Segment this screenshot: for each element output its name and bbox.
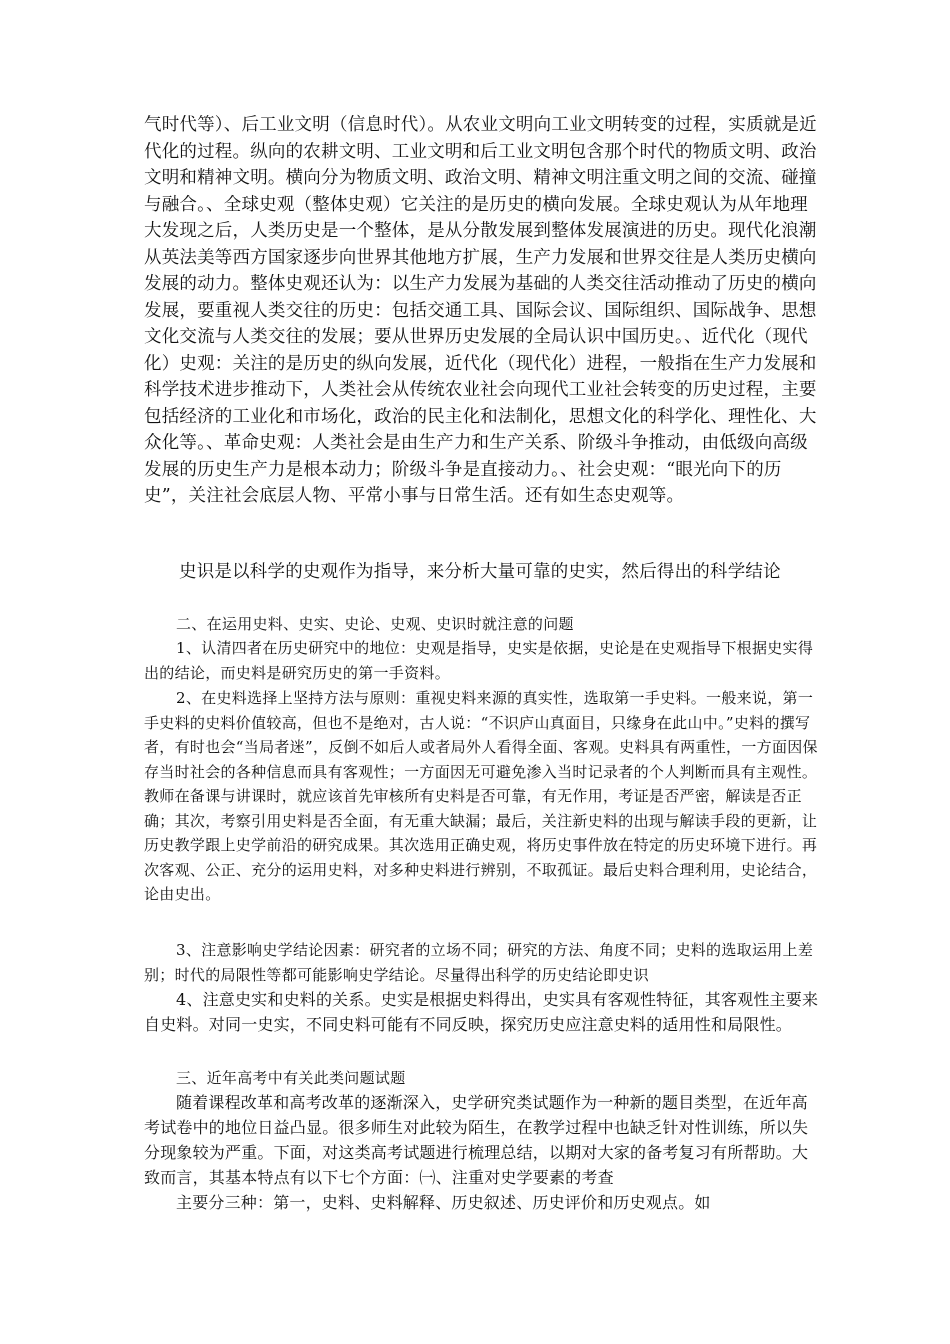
- paragraph-historical-views: 气时代等）、后工业文明（信息时代）。从农业文明向工业文明转变的过程，实质就是近代化的过程。纵向的农耕文明、工业文明和后工业文明包含那个时代的物质文明、政治文明和精神文明。横向分为物质文明、政治文明、精神文明注重文明之间的交流、碰撞与融合。、全球史观（整体史观）它关注的是历史的横向发展。全球史观认为从年地理大发现之后，人类历史是一个整体，是从分散发展到整体发展演进的历史。现代化浪潮从英法美等西方国家逐步向世界其他地方扩展，生产力发展和世界交往是人类历史横向发展的动力。整体史观还认为：以生产力发展为基础的人类交往活动推动了历史的横向发展，要重视人类交往的历史：包括交通工具、国际会议、国际组织、国际战争、思想文化交流与人类交往的发展；要从世界历史发展的全局认识中国历史。、近代化（现代化）史观：关注的是历史的纵向发展，近代化（现代化）进程，一般指在生产力发展和科学技术进步推动下，人类社会从传统农业社会向现代工业社会转变的历史过程，主要包括经济的工业化和市场化，政治的民主化和法制化，思想文化的科学化、理性化、大众化等。、革命史观：人类社会是由生产力和生产关系、阶级斗争推动，由低级向高级发展的历史生产力是根本动力；阶级斗争是直接动力。、社会史观：“眼光向下的历史”，关注社会底层人物、平常小事与日常生活。还有如生态史观等。: [144, 115, 817, 506]
- point-4: 4、注意史实和史料的关系。史实是根据史料得出，史实具有客观性特征，其客观性主要来自史料。对同一史实，不同史料可能有不同反映，探究历史应注意史料的适用性和局限性。: [144, 990, 819, 1034]
- section-heading-3: 三、近年高考中有关此类问题试题: [176, 1069, 406, 1087]
- paragraph-exam-trends: 随着课程改革和高考改革的逐渐深入，史学研究类试题作为一种新的题目类型，在近年高考试卷中的地位日益凸显。很多师生对此较为陌生，在教学过程中也缺乏针对性训练，所以失分现象较为严重。下面，对这类高考试题进行梳理总结，以期对大家的备考复习有所帮助。大致而言，其基本特点有以下七个方面：㈠、注重对史学要素的考查: [144, 1093, 809, 1187]
- paragraph-historical-insight: 史识是以科学的史观作为指导，来分析大量可靠的史实，然后得出的科学结论: [179, 562, 781, 582]
- point-1: 1、认清四者在历史研究中的地位：史观是指导，史实是依据，史论是在史观指导下根据史实得出的结论，而史料是研究历史的第一手资料。: [144, 639, 814, 682]
- section-heading-2: 二、在运用史料、史实、史论、史观、史识时就注意的问题: [176, 615, 574, 633]
- point-2: 2、在史料选择上坚持方法与原则：重视史料来源的真实性，选取第一手史料。一般来说，第一手史料的史料价值较高，但也不是绝对，古人说：“不识庐山真面目，只缘身在此山中。”史料的撰写者，有时也会“当局者迷”，反倒不如后人或者局外人看得全面、客观。史料具有两重性，一方面因保存当时社会的各种信息而具有客观性；一方面因无可避免渗入当时记录者的个人判断而具有主观性。教师在备课与讲课时，就应该首先审核所有史料是否可靠，有无作用，考证是否严密，解读是否正确；其次，考察引用史料是否全面，有无重大缺漏；最后，关注新史料的出现与解读手段的更新，让历史教学跟上史学前沿的研究成果。其次选用正确史观，将历史事件放在特定的历史环境下进行。再次客观、公正、充分的运用史料，对多种史料进行辨别，不取孤证。最后史料合理利用，史论结合，论由史出。: [144, 689, 818, 903]
- paragraph-three-types: 主要分三种：第一，史料、史料解释、历史叙述、历史评价和历史观点。如: [176, 1193, 711, 1212]
- point-3: 3、注意影响史学结论因素：研究者的立场不同；研究的方法、角度不同；史料的选取运用上差别；时代的局限性等都可能影响史学结论。尽量得出科学的历史结论即史识: [144, 941, 814, 984]
